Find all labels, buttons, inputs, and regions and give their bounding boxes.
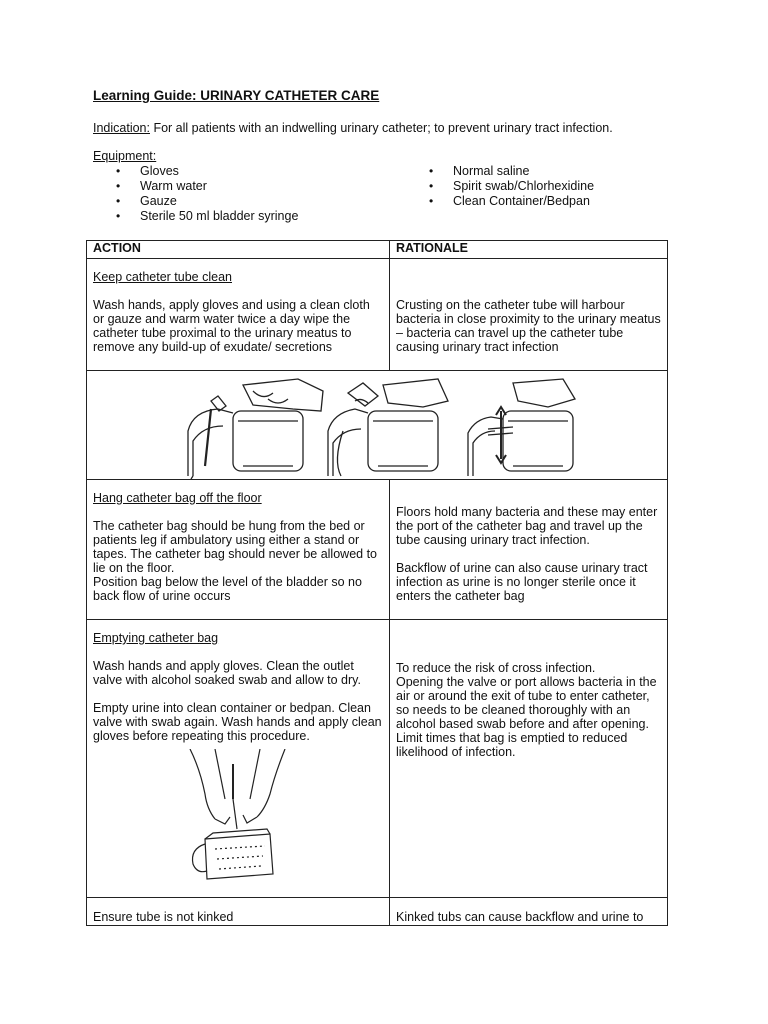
indication-text: For all patients with an indwelling urinary catheter; to prevent urinary tract infection. <box>149 121 613 135</box>
rationale-cell <box>390 480 668 620</box>
rationale-cell <box>390 259 668 371</box>
action-cell <box>87 898 390 926</box>
rationale-text: Backflow of urine can also cause urinary tract infection as urine is no longer sterile once it enters the catheter bag <box>396 561 648 603</box>
rationale-cell <box>390 898 668 926</box>
illustration-panel-3 <box>468 379 575 476</box>
illustration-panel-2 <box>328 379 448 476</box>
equipment-item: • Clean Container/Bedpan <box>429 194 594 209</box>
care-table <box>86 240 668 926</box>
action-text: Wash hands and apply gloves. Clean the outlet valve with alcohol soaked swab and allow to dry. <box>93 659 361 687</box>
equipment-list-right <box>429 164 594 209</box>
action-text: The catheter bag should be hung from the bed or patients leg if ambulatory using either a stand or tapes. The catheter bag should never be allowed to lie on the floor. <box>93 519 377 575</box>
equipment-label: Equipment: <box>93 149 157 163</box>
table-row <box>87 620 668 898</box>
rationale-text: Floors hold many bacteria and these may enter the port of the catheter bag and travel up the tube causing urinary tract infection. <box>396 505 658 547</box>
catheter-cleaning-illustration <box>93 371 673 479</box>
action-text: Position bag below the level of the bladder so no back flow of urine occurs <box>93 575 362 603</box>
row-heading: Emptying catheter bag <box>93 631 219 645</box>
equipment-item: • Gloves <box>116 164 298 179</box>
table-header-row <box>87 241 668 259</box>
indication-line <box>93 121 613 135</box>
rationale-text: Crusting on the catheter tube will harbour bacteria in close proximity to the urinary meatus – bacteria can travel up the catheter tube causing urinary tract infection <box>396 298 661 354</box>
equipment-item: • Sterile 50 ml bladder syringe <box>116 209 298 224</box>
table-row <box>87 898 668 926</box>
action-text: Wash hands, apply gloves and using a clean cloth or gauze and warm water twice a day wipe the catheter tube proximal to the urinary meatus to remove any build-up of exudate/ secretions <box>93 298 370 354</box>
illustration-panel-1 <box>188 379 323 479</box>
action-cell <box>87 480 390 620</box>
illustration-row <box>87 371 668 480</box>
header-rationale: RATIONALE <box>390 241 668 259</box>
action-text: Ensure tube is not kinked <box>93 910 234 924</box>
equipment-item: • Gauze <box>116 194 298 209</box>
rationale-text: Opening the valve or port allows bacteria in the air or around the exit of tube to enter catheter, so needs to be cleaned thoroughly with an alcohol based swab before and after opening. Limit times that bag is emptied to reduced likelihood of infection. <box>396 675 657 759</box>
row-heading: Keep catheter tube clean <box>93 270 232 284</box>
rationale-cell <box>390 620 668 898</box>
action-cell <box>87 259 390 371</box>
table-row <box>87 259 668 371</box>
indication-label: Indication: <box>93 121 150 135</box>
table-row <box>87 480 668 620</box>
action-text: Empty urine into clean container or bedpan. Clean valve with swab again. Wash hands and apply clean gloves before repeating this procedure. <box>93 701 382 743</box>
equipment-item: • Normal saline <box>429 164 594 179</box>
row-heading: Hang catheter bag off the floor <box>93 491 262 505</box>
equipment-item: • Warm water <box>116 179 298 194</box>
equipment-list-left <box>116 164 298 224</box>
rationale-text: To reduce the risk of cross infection. <box>396 661 596 675</box>
action-cell <box>87 620 390 898</box>
header-action: ACTION <box>87 241 390 259</box>
emptying-bag-illustration <box>175 749 295 881</box>
equipment-item: • Spirit swab/Chlorhexidine <box>429 179 594 194</box>
rationale-text: Kinked tubs can cause backflow and urine to <box>396 910 644 924</box>
page-title: Learning Guide: URINARY CATHETER CARE <box>93 88 380 103</box>
illustration-cell <box>87 371 668 480</box>
